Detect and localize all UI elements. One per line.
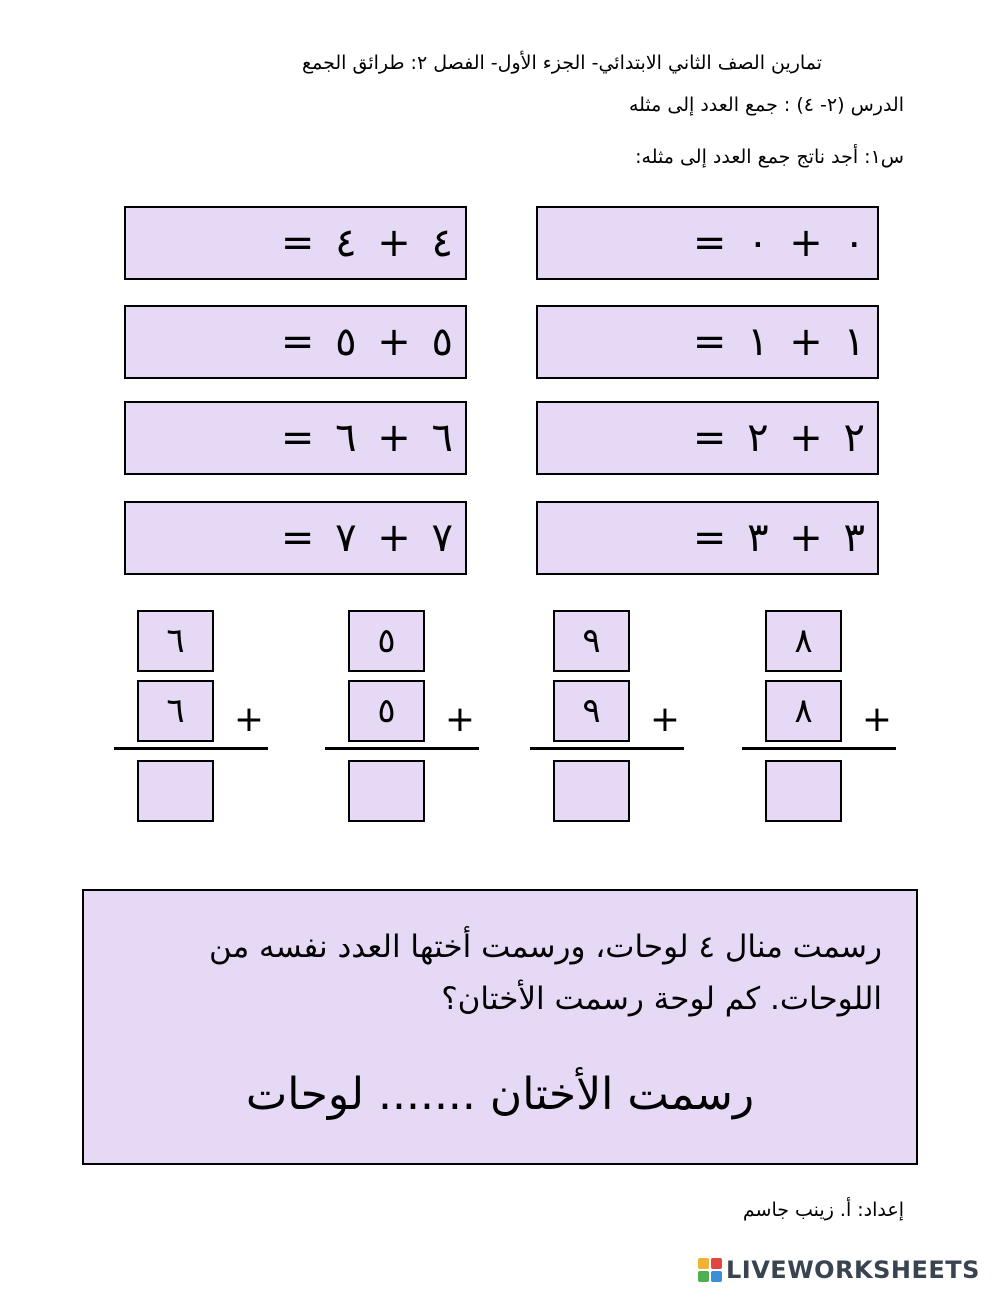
addend-top: ٩ bbox=[553, 610, 630, 672]
answer-box[interactable] bbox=[553, 760, 630, 822]
liveworksheets-logo bbox=[698, 1256, 980, 1284]
equation-text: ٦ + ٦ = bbox=[280, 415, 453, 461]
equation-box[interactable] bbox=[536, 305, 879, 379]
sum-line bbox=[114, 747, 268, 750]
equation-box[interactable] bbox=[536, 401, 879, 475]
sum-line bbox=[742, 747, 896, 750]
brand-name: LIVEWORKSHEETS bbox=[726, 1256, 980, 1284]
equation-text: ١ + ١ = bbox=[692, 319, 865, 365]
equation-text: ٠ + ٠ = bbox=[692, 220, 865, 266]
addend-bottom: ٥ bbox=[348, 680, 425, 742]
equation-text: ٣ + ٣ = bbox=[692, 515, 865, 561]
addend-bottom: ٨ bbox=[765, 680, 842, 742]
lesson-title: الدرس (٢- ٤) : جمع العدد إلى مثله bbox=[628, 94, 904, 116]
worksheet-title: تمارين الصف الثاني الابتدائي- الجزء الأول- الفصل ٢: طرائق الجمع bbox=[302, 52, 822, 74]
author-credit: إعداد: أ. زينب جاسم bbox=[742, 1199, 904, 1221]
equation-box[interactable] bbox=[124, 206, 467, 280]
addend-top: ٨ bbox=[765, 610, 842, 672]
sum-line bbox=[530, 747, 684, 750]
sum-line bbox=[325, 747, 479, 750]
addend-top: ٥ bbox=[348, 610, 425, 672]
word-problem-question: رسمت منال ٤ لوحات، ورسمت أختها العدد نفسه من اللوحات. كم لوحة رسمت الأختان؟ bbox=[208, 929, 882, 1017]
word-problem-answer[interactable]: رسمت الأختان ....... لوحات bbox=[245, 1069, 755, 1120]
plus-sign: + bbox=[233, 699, 265, 740]
answer-box[interactable] bbox=[348, 760, 425, 822]
equation-text: ٥ + ٥ = bbox=[280, 319, 453, 365]
equation-box[interactable] bbox=[536, 501, 879, 575]
equation-box[interactable] bbox=[124, 305, 467, 379]
answer-box[interactable] bbox=[765, 760, 842, 822]
plus-sign: + bbox=[444, 699, 476, 740]
word-problem-box bbox=[82, 889, 918, 1165]
plus-sign: + bbox=[649, 699, 681, 740]
equation-text: ٤ + ٤ = bbox=[280, 220, 453, 266]
addend-top: ٦ bbox=[137, 610, 214, 672]
addend-bottom: ٦ bbox=[137, 680, 214, 742]
equation-box[interactable] bbox=[124, 401, 467, 475]
addend-bottom: ٩ bbox=[553, 680, 630, 742]
equation-box[interactable] bbox=[124, 501, 467, 575]
plus-sign: + bbox=[861, 699, 893, 740]
question-prompt: س١: أجد ناتج جمع العدد إلى مثله: bbox=[635, 146, 904, 168]
equation-text: ٧ + ٧ = bbox=[280, 515, 453, 561]
liveworksheets-icon bbox=[698, 1258, 722, 1282]
equation-text: ٢ + ٢ = bbox=[692, 415, 865, 461]
equation-box[interactable] bbox=[536, 206, 879, 280]
answer-box[interactable] bbox=[137, 760, 214, 822]
